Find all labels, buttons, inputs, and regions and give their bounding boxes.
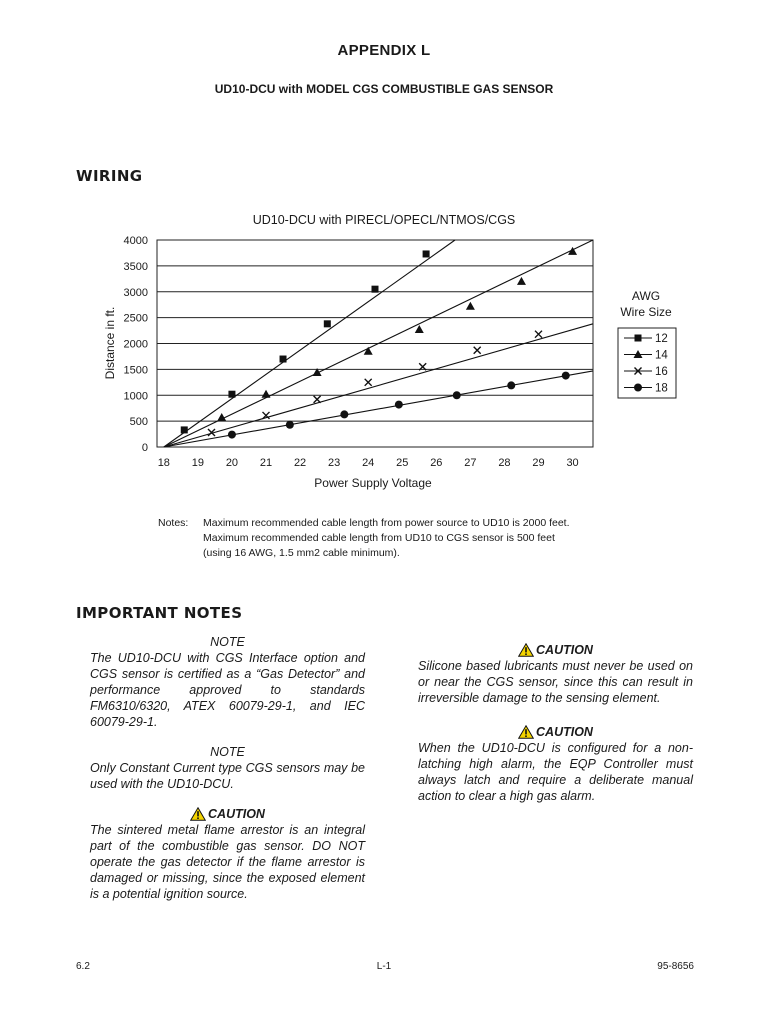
- data-point-14-7: [517, 277, 526, 285]
- y-tick-label-3000: 3000: [123, 286, 148, 299]
- warning-triangle-icon: [190, 807, 206, 821]
- note-line-3: (using 16 AWG, 1.5 mm2 cable minimum).: [203, 547, 400, 559]
- important-notes-heading: IMPORTANT NOTES: [76, 604, 243, 622]
- caution-body: The sintered metal flame arrestor is an integral part of the combustible gas sensor. DO NOT operate the gas detector if the flame arrestor is damaged or missing, since the exposed element is a potential ignition source.: [90, 823, 365, 901]
- chart-legend: [618, 289, 676, 398]
- y-tick-label-4000: 4000: [123, 235, 148, 247]
- chart-title: UD10-DCU with PIRECL/OPECL/NTMOS/CGS: [252, 213, 516, 227]
- y-tick-label-0: 0: [141, 442, 148, 454]
- x-tick-label-29: 29: [532, 457, 545, 469]
- y-tick-label-500: 500: [129, 416, 148, 429]
- important-notes-left-column: [90, 634, 365, 916]
- note-body: The UD10-DCU with CGS Interface option and CGS sensor is certified as a “Gas Detector” and performance approved to standards FM6310/6320, ATEX 60079-29-1, and IEC 60079-29-1.: [90, 651, 365, 729]
- legend-marker-18: [634, 384, 642, 392]
- note-body: Only Constant Current type CGS sensors may be used with the UD10-DCU.: [90, 761, 365, 791]
- caution-body: When the UD10-DCU is configured for a non-latching high alarm, the EQP Controller must always latch and require a deliberate manual action to clear a high gas alarm.: [418, 741, 693, 803]
- data-point-14-4: [364, 347, 373, 355]
- note-line-2: Maximum recommended cable length from UD10 to CGS sensor is 500 feet: [203, 532, 555, 544]
- appendix-subtitle: UD10-DCU with MODEL CGS COMBUSTIBLE GAS SENSOR: [214, 82, 554, 96]
- appendix-title: APPENDIX L: [337, 42, 431, 59]
- note-heading: NOTE: [210, 745, 245, 759]
- x-tick-label-27: 27: [464, 457, 477, 469]
- x-tick-label-24: 24: [362, 457, 375, 469]
- series-16-awg: [164, 324, 593, 447]
- x-tick-label-18: 18: [157, 457, 170, 469]
- data-point-12-2: [228, 391, 235, 398]
- warning-triangle-icon: [518, 725, 534, 739]
- footer-page-number: L-1: [376, 961, 392, 972]
- data-point-18-5: [453, 391, 461, 399]
- legend-marker-12: [635, 335, 642, 342]
- data-point-16-3: [314, 396, 321, 403]
- x-tick-label-30: 30: [566, 457, 579, 469]
- series-18-awg: [164, 371, 593, 447]
- legend-title-line-1: AWG: [631, 289, 661, 303]
- legend-label-12: 12: [655, 333, 668, 345]
- data-point-18-1: [228, 431, 236, 439]
- y-tick-label-1000: 1000: [123, 390, 148, 403]
- data-point-12-5: [372, 286, 379, 293]
- important-notes-right-column: [418, 642, 693, 822]
- data-point-12-6: [423, 250, 430, 257]
- x-tick-label-26: 26: [430, 457, 443, 469]
- caution-block-flame-arrestor: [90, 806, 365, 902]
- caution-heading: CAUTION: [536, 643, 593, 657]
- x-axis-label: Power Supply Voltage: [314, 476, 432, 490]
- x-tick-label-19: 19: [191, 457, 204, 469]
- caution-heading: CAUTION: [536, 725, 593, 739]
- data-point-14-6: [466, 302, 475, 310]
- data-point-18-2: [286, 421, 294, 429]
- footer-document-number: 95-8656: [657, 961, 694, 972]
- y-tick-label-2500: 2500: [123, 312, 148, 325]
- x-tick-label-25: 25: [396, 457, 409, 469]
- note-line-1: Maximum recommended cable length from power source to UD10 is 2000 feet.: [203, 517, 570, 529]
- data-point-12-4: [324, 320, 331, 327]
- data-point-14-5: [415, 325, 424, 333]
- legend-label-16: 16: [655, 366, 668, 378]
- legend-label-18: 18: [655, 382, 668, 395]
- x-tick-label-28: 28: [498, 457, 511, 469]
- caution-block-latching-alarm: [418, 724, 693, 804]
- data-point-18-6: [507, 381, 515, 389]
- data-point-18-7: [562, 372, 570, 380]
- data-point-18-4: [395, 401, 403, 409]
- x-tick-label-22: 22: [293, 457, 307, 469]
- data-point-14-2: [262, 390, 271, 398]
- data-point-12-1: [181, 426, 188, 433]
- y-tick-label-3500: 3500: [123, 260, 148, 273]
- footer-revision: 6.2: [76, 961, 90, 972]
- x-tick-label-23: 23: [328, 457, 341, 469]
- y-tick-labels: [124, 235, 148, 454]
- note-heading: NOTE: [210, 635, 245, 649]
- wiring-heading: WIRING: [76, 167, 143, 185]
- x-tick-label-21: 21: [259, 457, 273, 469]
- legend-label-14: 14: [655, 349, 668, 362]
- series-line-16: [164, 324, 593, 447]
- note-block-constant-current: [90, 744, 365, 792]
- y-axis-label: Distance in ft.: [103, 306, 117, 380]
- x-tick-labels: [158, 457, 579, 469]
- y-tick-label-1500: 1500: [123, 364, 148, 377]
- legend-title-line-2: Wire Size: [620, 305, 672, 319]
- data-point-16-6: [474, 347, 481, 354]
- data-point-12-3: [280, 356, 287, 363]
- caution-block-lubricants: [418, 642, 693, 706]
- notes-label: Notes:: [158, 517, 189, 529]
- data-point-16-4: [365, 379, 372, 386]
- caution-heading: CAUTION: [208, 807, 265, 821]
- y-tick-label-2000: 2000: [123, 338, 148, 351]
- caution-body: Silicone based lubricants must never be used on or near the CGS sensor, since this can result in irreversible damage to the sensing element.: [418, 659, 693, 705]
- note-block-certification: [90, 634, 365, 730]
- data-point-18-3: [340, 410, 348, 418]
- legend-entries: [624, 333, 668, 395]
- warning-triangle-icon: [518, 643, 534, 657]
- x-tick-label-20: 20: [225, 457, 239, 469]
- data-point-16-7: [535, 331, 542, 338]
